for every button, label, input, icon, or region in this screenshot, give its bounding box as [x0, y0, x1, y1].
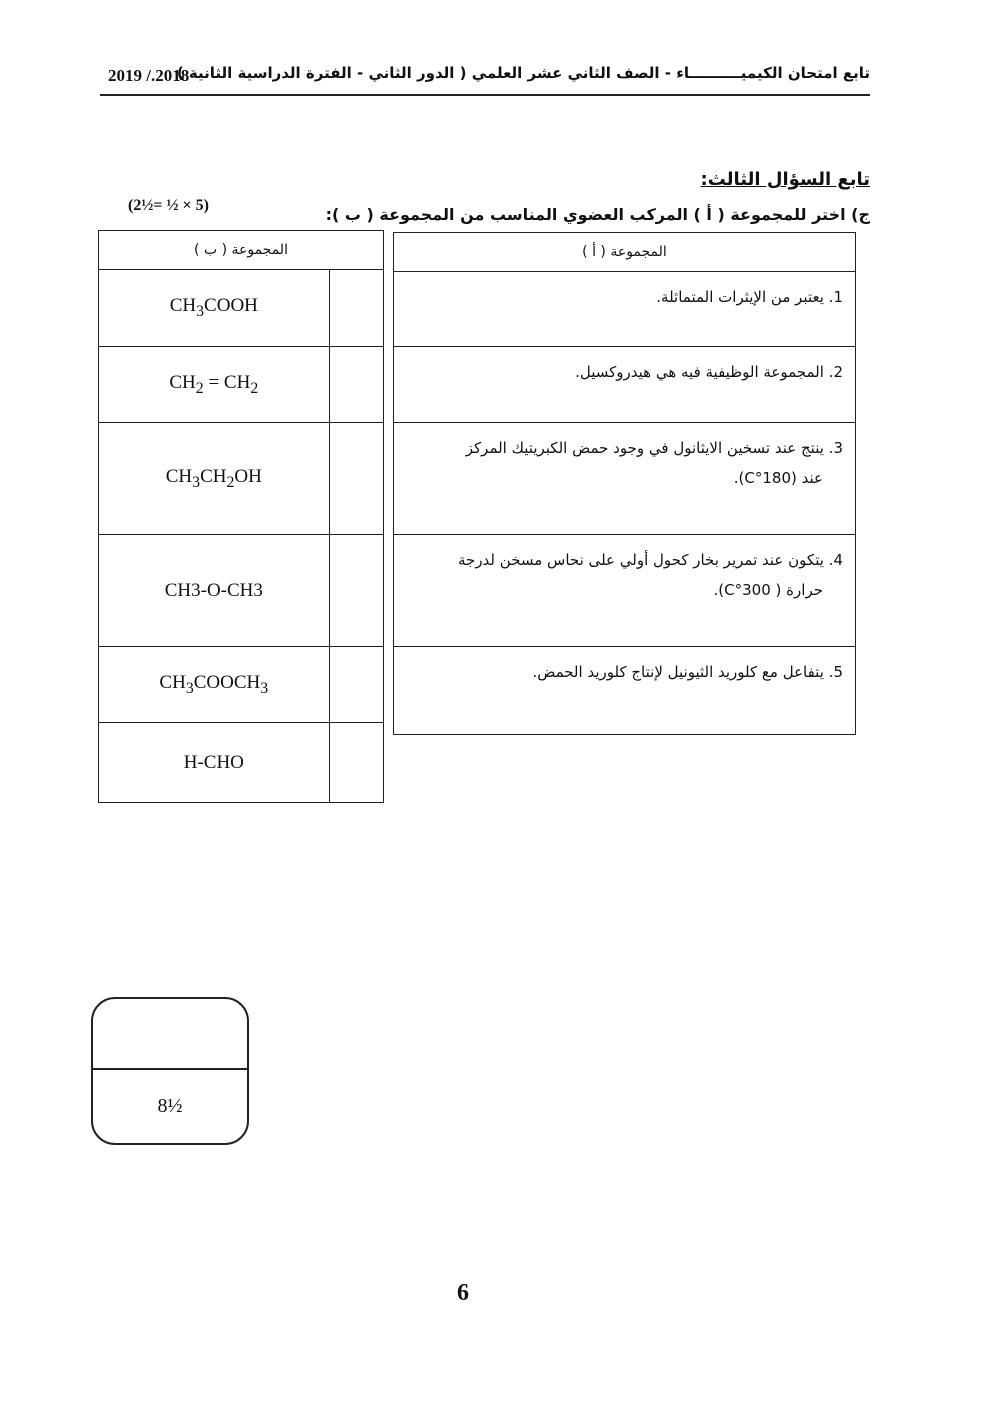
compound-formula: $CH_3COOH$: [99, 270, 330, 347]
question-title: تابع السؤال الثالث:: [700, 169, 870, 190]
compound-formula: $CH_3COOCH_3$: [99, 647, 330, 723]
score-total: 8½: [157, 1095, 183, 1117]
group-a-item: [394, 423, 856, 535]
exam-year: 2019 /.2018: [108, 66, 190, 85]
item-text: المجموعة الوظيفية فيه هي هيدروكسيل.: [575, 363, 824, 381]
item-text-line-2: عند (180°C).: [733, 469, 823, 487]
exam-header-title: تابع امتحان الكيميــــــــــاء - الصف الثاني عشر العلمي ( الدور الثاني - الفترة الدراسية الثانية ): [176, 64, 870, 82]
group-a-header: المجموعة ( أ ): [394, 233, 856, 272]
group-b-table: [98, 230, 384, 803]
item-text: يتفاعل مع كلوريد الثيونيل لإنتاج كلوريد الحمض.: [532, 663, 824, 681]
question-instruction: ج) اختر للمجموعة ( أ ) المركب العضوي المناسب من المجموعة ( ب ):: [325, 205, 870, 224]
page-number: 6: [457, 1280, 469, 1306]
compound-formula: CH3-O-CH3: [99, 535, 330, 647]
item-number: 4.: [828, 551, 843, 569]
header-underline: [100, 94, 870, 96]
compound-formula: $CH_2 = CH_2$: [99, 347, 330, 423]
item-text: يعتبر من الإيثرات المتماثلة.: [656, 288, 824, 306]
answer-box[interactable]: [329, 347, 383, 423]
question-marks: (2½= ½ × 5): [128, 197, 209, 214]
answer-box[interactable]: [329, 647, 383, 723]
score-box: [91, 997, 249, 1145]
group-a-item: [394, 535, 856, 647]
item-text-line-2: حرارة ( 300°C).: [713, 581, 823, 599]
group-a-item: [394, 647, 856, 735]
item-text-line-1: يتكون عند تمرير بخار كحول أولي على نحاس مسخن لدرجة: [458, 551, 824, 569]
item-number: 3.: [828, 439, 843, 457]
group-b-header: المجموعة ( ب ): [99, 231, 384, 270]
group-a-item: [394, 347, 856, 423]
answer-box[interactable]: [329, 535, 383, 647]
compound-formula: $CH_3CH_2OH$: [99, 423, 330, 535]
answer-box[interactable]: [329, 723, 383, 803]
item-number: 1.: [828, 288, 843, 306]
answer-box[interactable]: [329, 270, 383, 347]
group-a-table: [393, 232, 856, 735]
item-text-line-1: ينتج عند تسخين الايثانول في وجود حمض الكبريتيك المركز: [465, 439, 824, 457]
group-a-item: [394, 272, 856, 347]
score-divider: [93, 1068, 247, 1070]
item-number: 5.: [828, 663, 843, 681]
answer-box[interactable]: [329, 423, 383, 535]
compound-formula: H-CHO: [99, 723, 330, 803]
item-number: 2.: [828, 363, 843, 381]
